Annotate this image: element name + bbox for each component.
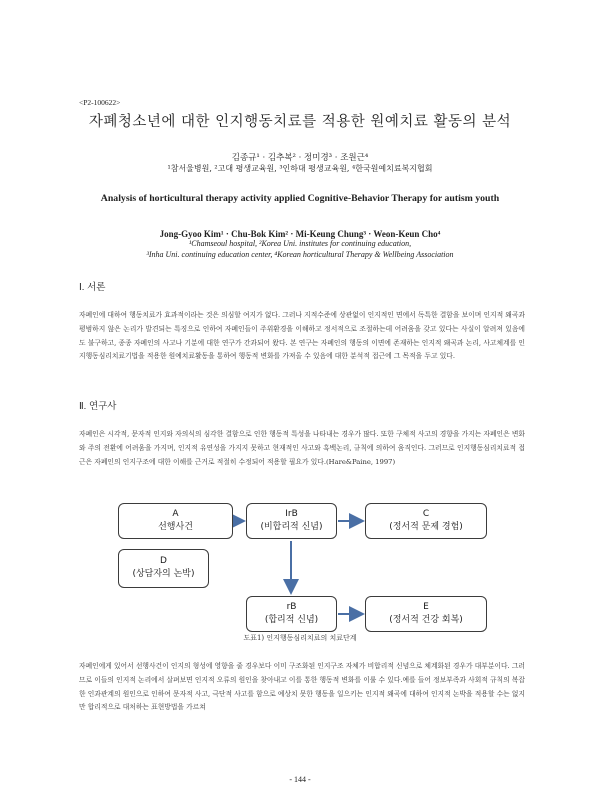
section-heading-introduction: Ⅰ. 서론 [79, 282, 106, 293]
box-d-letter: D [160, 556, 167, 566]
english-authors: Jong-Gyoo Kim¹ · Chu-Bok Kim² · Mi-Keung Chung³ · Weon-Keun Cho⁴ [159, 229, 441, 239]
introduction-paragraph: 자폐인에 대하여 행동치료가 효과적이라는 것은 의심할 여지가 없다. 그러나 지적수준에 상관없이 인지적인 면에서 독특한 결함을 보이며 인지적 왜곡과 평범하지 않은 논리가 발견되는 특징으로 인하여 자폐인들이 주위환경을 이해하고 정서적으로 조절하는데 어려움을 갖고 있다는 사실이 알려져 있음에도 불구하고, 종종 자폐인의 사고나 기분에 대한 연구가 간과되어 왔다. 본 연구는 자폐인의 행동의 이면에 존재하는 인지적 왜곡과 논리, 사고체계를 인지행동심리치료기법을 적용한 원예치료활동을 통하여 행동적 변화를 가져올 수 있음에 대한 분석적 접근에 그 목적을 두고 있다. [79, 311, 525, 361]
diagram-box-rb [246, 596, 337, 632]
english-title: Analysis of horticultural therapy activity applied Cognitive-Behavior Therapy for autism youth [100, 193, 500, 204]
english-affiliations-line-1: ¹Chamseoul hospital, ²Korea Uni. institutes for continuing education, [188, 239, 412, 248]
box-e-text: (정서적 건강 회복) [389, 614, 463, 625]
background-paragraph: 자폐인은 시각적, 문자적 인지와 자의식의 심각한 결함으로 인한 행동적 특성을 나타내는 경우가 많다. 또한 구체적 사고의 경향을 가지는 자폐인은 변화와 주의 전환에 어려움을 가지며, 인지적 유연성을 가지지 못하고 현재적인 사고와 흑백논리, 규칙에 의하여 움직인다. 그러므로 인지행동심리치료적 접근은 자폐인의 인지구조에 대한 이해를 근거로 적절히 수정되어 적용할 필요가 있다.(Hare&Paine, 1997) [79, 430, 525, 466]
box-rb-letter: rB [286, 602, 297, 612]
discussion-paragraph: 자폐인에게 있어서 선행사건이 인지의 형성에 영향을 줄 경우보다 이미 구조화된 인지구조 자체가 비합리적 신념으로 체계화된 경우가 대부분이다. 그러므로 이들의 인지적 논리에서 살펴보면 인지적 오류의 원인을 찾아내고 이를 통한 행동적 변화를 이룰 수 있다.예를 들어 정보부족과 사회적 규칙의 복잡한 인과관계의 원인으로 인하여 문자적 사고, 극단적 사고를 함으로 예상치 못한 행동을 일으키는 인지적 왜곡에 대하여 인지적 논박을 적용할 수는 없지만 합리적으로 대처하는 표현방법을 가르쳐 [79, 662, 525, 712]
diagram-box-irb [246, 503, 337, 539]
korean-title: 자폐청소년에 대한 인지행동치료를 적용한 원예치료 활동의 분석 [88, 114, 512, 130]
box-d-text: (상담자의 논박) [132, 568, 195, 579]
section-heading-background: Ⅱ. 연구사 [79, 401, 117, 412]
box-c-letter: C [422, 509, 430, 519]
box-irb-text: (비합리적 신념) [260, 521, 323, 532]
diagram-box-a [118, 503, 233, 539]
figure-caption: 도표1) 인지행동심리치료의 치료단계 [243, 634, 357, 642]
korean-affiliations: ¹참서울병원, ²고대 평생교육원, ³인하대 평생교육원, ⁴한국원예치료복지협회 [167, 164, 433, 173]
diagram-box-e [365, 596, 487, 632]
diagram-box-c [365, 503, 487, 539]
korean-authors: 김종규¹ · 김추복² · 정미경³ · 조원근⁴ [231, 153, 369, 163]
box-rb-text: (합리적 신념) [264, 614, 319, 625]
diagram-box-d [118, 549, 209, 588]
english-affiliations [0, 239, 600, 260]
box-c-text: (정서적 문제 경험) [389, 521, 463, 532]
page-number: - 144 - [289, 775, 311, 784]
box-a-text: 선행사건 [158, 521, 193, 532]
box-irb-letter: IrB [285, 509, 298, 519]
english-affiliations-line-2: ³Inha Uni. continuing education center, ⁴Korean horticultural Therapy & Wellbeing Association [146, 249, 454, 259]
box-e-letter: E [423, 602, 429, 612]
paper-code: <P2-100622> [79, 98, 121, 107]
box-a-letter: A [172, 509, 179, 519]
